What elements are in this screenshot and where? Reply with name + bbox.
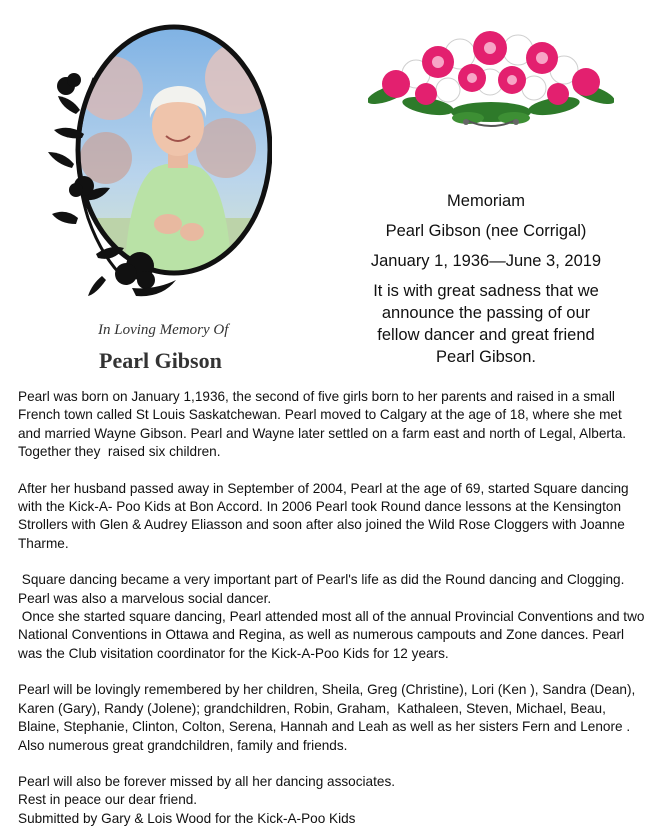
memoriam-title: Memoriam [447,192,525,210]
announcement-line: Pearl Gibson. [436,348,536,366]
obituary-body [18,388,649,828]
flower-arrangement-image [368,22,614,134]
memoriam-announcement [336,190,636,368]
dancing-history-paragraph: After her husband passed away in September of 2004, Pearl at the age of 69, started Square dancing with the Kick-A- Poo Kids at Bon Accord. In 2006 Pearl took Round dance lessons at the Kensington Strollers with Glen & Audrey Eliasson and soon after also joined the Wild Rose Cloggers with Joanne Tharme. [18,480,633,551]
portrait-name-caption: Pearl Gibson [99,348,222,373]
closing-line: Rest in peace our dear friend. [18,792,198,808]
memorial-portrait [36,18,272,308]
announcement-line: It is with great sadness that we [373,282,599,300]
announcement-line: fellow dancer and great friend [377,326,595,344]
closing-line: Pearl will also be forever missed by all her dancing associates. [18,773,396,789]
memoriam-dates: January 1, 1936—June 3, 2019 [370,252,602,270]
memoriam-full-name: Pearl Gibson (nee Corrigal) [385,222,587,240]
in-loving-memory-caption: In Loving Memory Of [98,322,229,338]
announcement-line: announce the passing of our [381,304,591,322]
biography-paragraph: Pearl was born on January 1,1936, the second of five girls born to her parents and raised in a small French town called St Louis Saskatchewan. Pearl moved to Calgary at the age of 18, where she met and married Wayne Gibson. Pearl and Wayne later settled on a farm east and north of Legal, Alberta. Together they raised six children. [18,389,634,460]
submitted-by-line: Submitted by Gary & Lois Wood for the Kick-A-Poo Kids [18,810,356,826]
dancing-importance-paragraph: Square dancing became a very important part of Pearl's life as did the Round dancing and Clogging. Pearl was also a marvelous social dancer. [18,572,632,606]
conventions-paragraph: Once she started square dancing, Pearl attended most all of the annual Provincial Conventions and two National Conventions in Ottawa and Regina, as well as numerous campouts and Zone dances. Pearl was the Club visitation coordinator for the Kick-A-Poo Kids for 12 years. [18,609,649,661]
portrait-frame-graphic [36,18,272,308]
family-paragraph: Pearl will be lovingly remembered by her children, Sheila, Greg (Christine), Lori (Ken ), Sandra (Dean), Karen (Gary), Randy (Jolene); grandchildren, Robin, Graham, Kathaleen, Steven, Michael, Beau, Blaine, Stephanie, Clinton, Colton, Serena, Hannah and Leah as well as her sisters Fern and Lenore . Also numerous great grandchildren, family and friends. [18,682,640,753]
